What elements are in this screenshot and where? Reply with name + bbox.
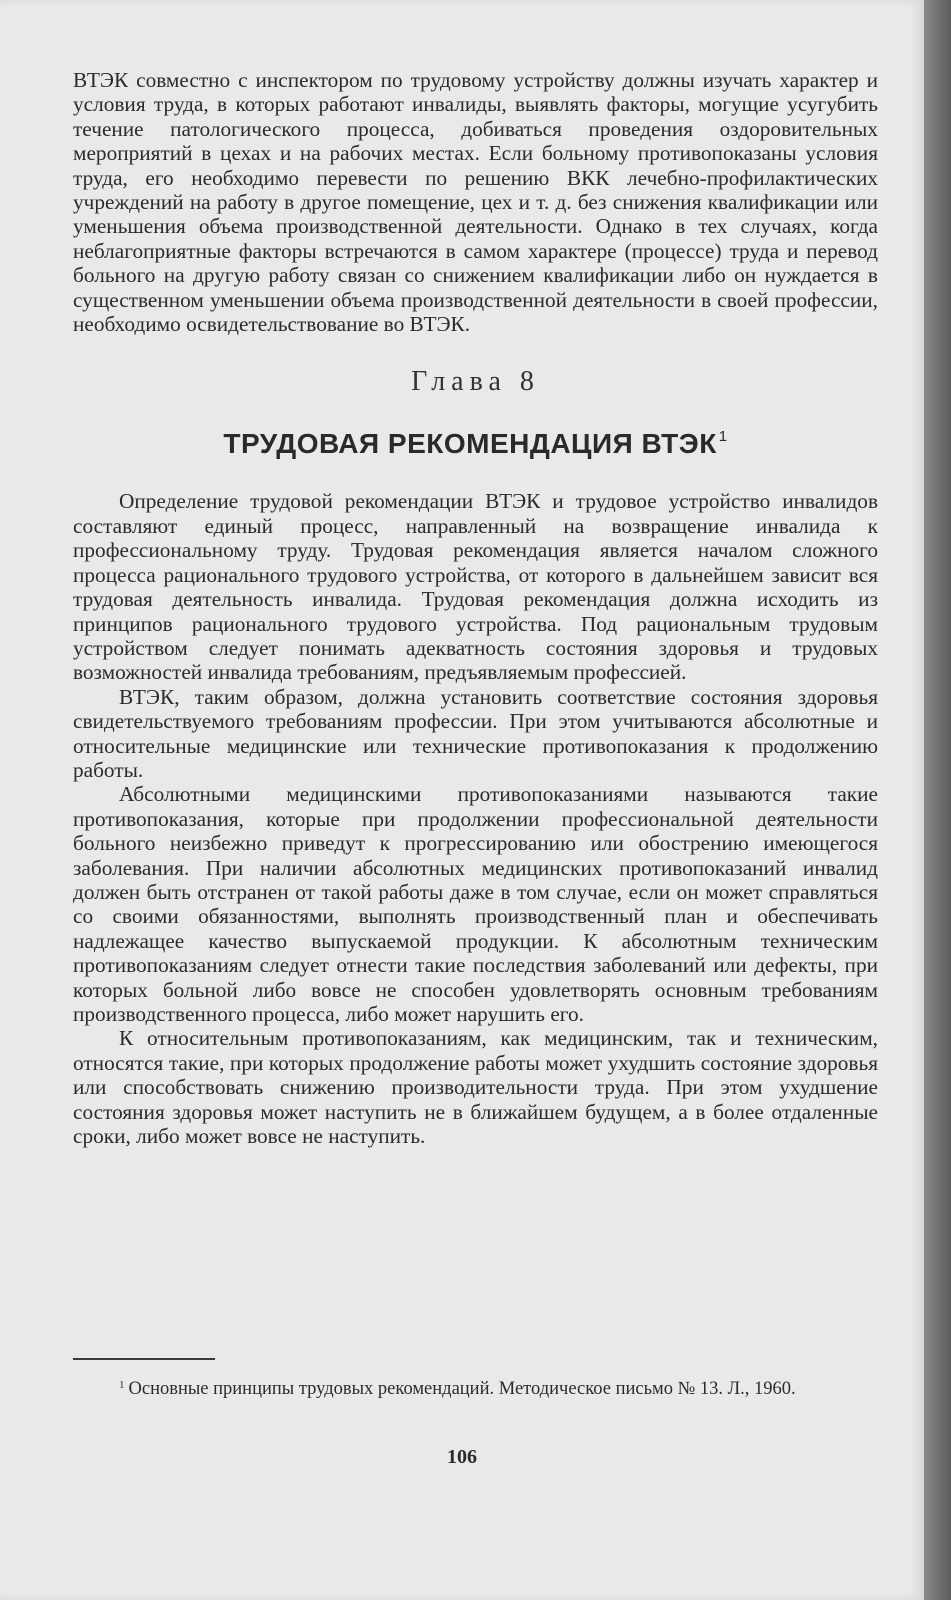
body-paragraph-2: ВТЭК, таким образом, должна установить соответствие состояния здоровья свидетельствуемого требованиям профессии. При этом учитываются абсолютные и относительные медицинские или технические противопоказания к продолжению работы.: [73, 684, 878, 782]
page-number: 106: [447, 1446, 477, 1468]
footnote-text: Основные принципы трудовых рекомендаций. Методическое письмо № 13. Л., 1960.: [128, 1379, 796, 1399]
chapter-title-footnote-mark: 1: [718, 428, 728, 446]
footnote: [73, 1374, 878, 1401]
page-body: [73, 68, 878, 1148]
chapter-title: [73, 420, 878, 461]
body-paragraph-3: Абсолютными медицинскими противопоказаниями называются такие противопоказания, которые при продолжении профессиональной деятельности больного неизбежно приведут к прогрессированию или обострению имеющегося заболевания. При наличии абсолютных медицинских противопоказаний инвалид должен быть отстранен от такой работы даже в том случае, если он может справляться со своими обязанностями, выполнять производственный план и обеспечивать надлежащее качество выпускаемой продукции. К абсолютным техническим противопоказаниям следует отнести такие последствия заболеваний или дефекты, при которых больной либо вовсе не способен удовлетворять основным требованиям производственного процесса, либо может нарушить его.: [73, 782, 878, 1026]
page-edge-shadow: [924, 0, 951, 1600]
chapter-title-text: ТРУДОВАЯ РЕКОМЕНДАЦИЯ ВТЭК: [223, 428, 717, 460]
body-paragraph-1: Определение трудовой рекомендации ВТЭК и трудовое устройство инвалидов составляют единый процесс, направленный на возвращение инвалида к профессиональному труду. Трудовая рекомендация является началом сложного процесса рационального трудового устройства, от которого в дальнейшем зависит вся трудовая деятельность инвалида. Трудовая рекомендация должна исходить из принципов рационального трудового устройства. Под рациональным трудовым устройством следует понимать адекватность состояния здоровья и трудовых возможностей инвалида требованиям, предъявляемым профессией.: [73, 489, 878, 685]
chapter-label: Глава 8: [411, 366, 540, 398]
opening-paragraph: ВТЭК совместно с инспектором по трудовому устройству должны изучать характер и условия труда, в которых работают инвалиды, выявлять факторы, могущие усугубить течение патологического процесса, добиваться проведения оздоровительных мероприятий в цехах и на рабочих местах. Если больному противопоказаны условия труда, его необходимо перевести по решению ВКК лечебно-профилактических учреждений на работу в другое помещение, цех и т. д. без снижения квалификации или уменьшения объема производственной деятельности. Однако в тех случаях, когда неблагоприятные факторы встречаются в самом характере (процессе) труда и перевод больного на другую работу связан со снижением квалификации либо он нуждается в существенном уменьшении объема производственной деятельности в своей профессии, необходимо освидетельствование во ВТЭК.: [73, 68, 878, 337]
footnote-mark: 1: [119, 1379, 125, 1391]
footnote-divider: [73, 1358, 215, 1360]
body-paragraph-4: К относительным противопоказаниям, как медицинским, так и техническим, относятся такие, при которых продолжение работы может ухудшить состояние здоровья или способствовать снижению производительности труда. При этом ухудшение состояния здоровья может наступить не в ближайшем будущем, а в более отдаленные сроки, либо может вовсе не наступить.: [73, 1026, 878, 1149]
